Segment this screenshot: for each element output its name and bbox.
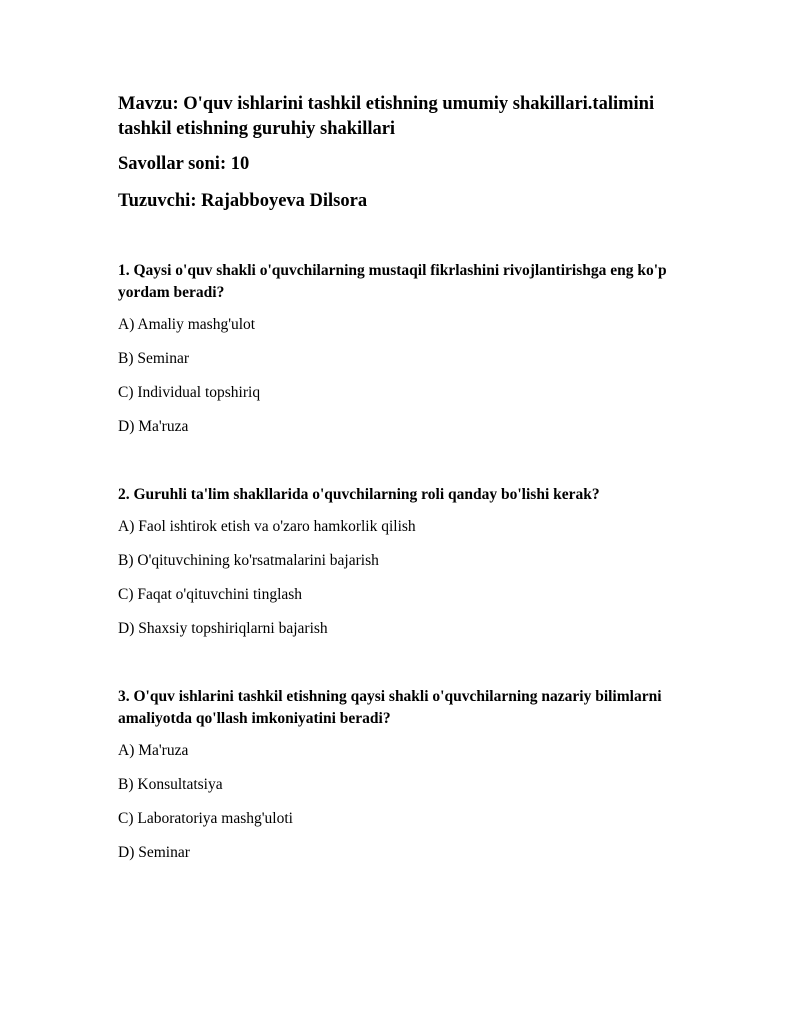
question-text: 3. O'quv ishlarini tashkil etishning qaysi shakli o'quvchilarning nazariy bilimlarni amaliyotda qo'llash imkoniyatini beradi? xyxy=(118,688,662,727)
document-content xyxy=(118,92,698,864)
option-a: A) Faol ishtirok etish va o'zaro hamkorlik qilish xyxy=(118,518,416,535)
question-text: 2. Guruhli ta'lim shakllarida o'quvchilarning roli qanday bo'lishi kerak? xyxy=(118,486,600,503)
question-count: Savollar soni: 10 xyxy=(118,154,250,174)
topic-title: Mavzu: O'quv ishlarini tashkil etishning umumiy shakillari.talimini tashkil etishning guruhiy shakillari xyxy=(118,94,655,139)
option-a: A) Amaliy mashg'ulot xyxy=(118,316,256,333)
option-a: A) Ma'ruza xyxy=(118,742,189,759)
answer-options xyxy=(118,516,698,640)
option-c: C) Faqat o'qituvchini tinglash xyxy=(118,586,303,603)
option-b: B) Seminar xyxy=(118,350,190,367)
option-d: D) Seminar xyxy=(118,844,190,861)
answer-options xyxy=(118,314,698,438)
question-1 xyxy=(118,260,698,438)
option-c: C) Laboratoriya mashg'uloti xyxy=(118,810,293,827)
question-3 xyxy=(118,686,698,864)
option-c: C) Individual topshiriq xyxy=(118,384,261,401)
question-2 xyxy=(118,484,698,640)
option-b: B) Konsultatsiya xyxy=(118,776,223,793)
question-text: 1. Qaysi o'quv shakli o'quvchilarning mustaqil fikrlashini rivojlantirishga eng ko'p yordam beradi? xyxy=(118,262,667,301)
option-d: D) Ma'ruza xyxy=(118,418,189,435)
author-line: Tuzuvchi: Rajabboyeva Dilsora xyxy=(118,191,368,211)
option-b: B) O'qituvchining ko'rsatmalarini bajarish xyxy=(118,552,379,569)
answer-options xyxy=(118,740,698,864)
option-d: D) Shaxsiy topshiriqlarni bajarish xyxy=(118,620,328,637)
